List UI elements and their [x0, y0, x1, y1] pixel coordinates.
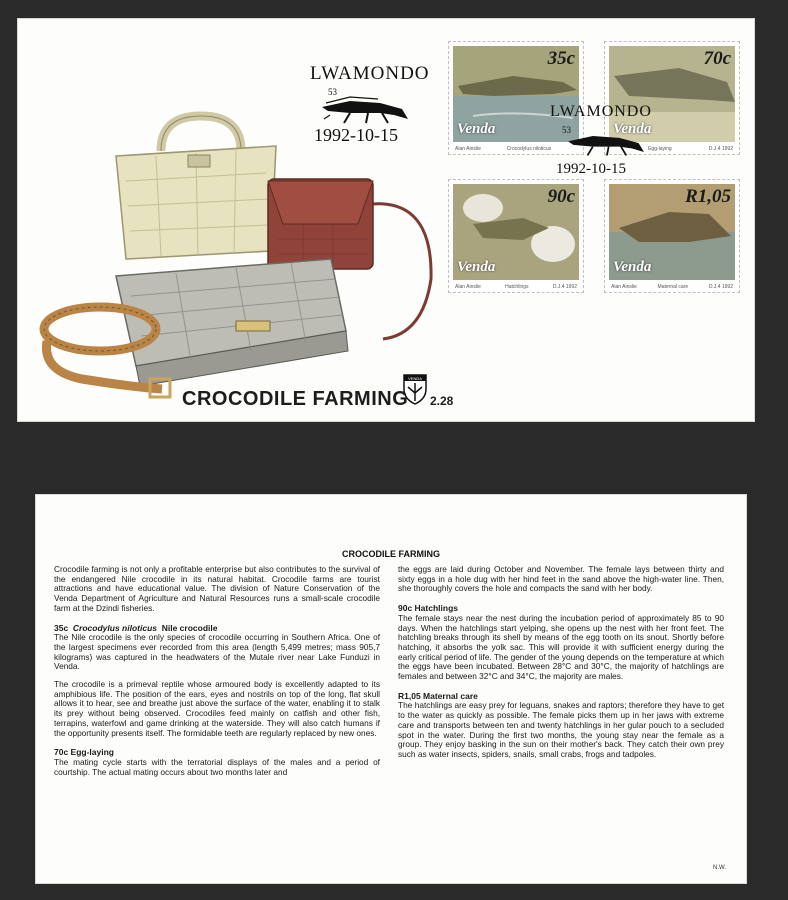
stamp-year: D.J.4 1992: [552, 284, 577, 290]
stamp-r105: [604, 179, 740, 293]
section-r105: [398, 692, 724, 760]
cover-title: CROCODILE FARMING: [182, 388, 409, 410]
intro-paragraph: Crocodile farming is not only a profitable enterprise but also contributes to the survival of the endangered Nile crocodile in its natural habitat. Crocodile farms are tourist attractions and have educational value. The division of Nature Conservation of the Venda Department of Agriculture and Natural Resources runs a small-scale crocodile farm at the Dzindi fisheries.: [54, 564, 380, 613]
stamp-artist: Alan Ainslie: [455, 146, 481, 152]
stamp-value: R1,05: [685, 186, 731, 207]
stamp-year: D.J.4 1992: [708, 284, 733, 290]
stamp-artist: Alan Ainslie: [455, 284, 481, 290]
stamp-country: Venda: [613, 121, 652, 137]
stamp-country: Venda: [457, 121, 496, 137]
section-heading: 90c Hatchlings: [398, 603, 458, 614]
heading-common-name: Nile crocodile: [161, 622, 218, 633]
postmark-number: 53: [562, 125, 571, 135]
stamp-caption: Hatchlings: [505, 284, 529, 290]
insert-title: CROCODILE FARMING: [342, 549, 440, 559]
cover-number: 2.28: [430, 394, 454, 408]
section-paragraph: The crocodile is a primeval reptile whose armoured body is excellently adapted to its amphibious life. The position of the ears, eyes and nostrils on top of the long, flat skull allows it to hear, see and breathe just above the surface of the water, enabling it to stalk its prey without being observed. Crocodiles feed mainly on catfish and other fish, terrapins, waterfowl and game drinking at the waterside. They will also catch humans if the opportunity presents itself. The formidable teeth are regularly replaced by new ones.: [54, 679, 380, 738]
heading-value: 35c: [54, 622, 69, 633]
postmark-on-stamps: [546, 103, 670, 183]
heading-latin: Crocodylus niloticus: [72, 622, 157, 633]
cream-handbag-illustration: [106, 111, 286, 261]
postmark: [302, 63, 430, 153]
postmark-town: LWAMONDO: [550, 103, 652, 120]
section-paragraph: The Nile crocodile is the only species of crocodile occurring in Southern Africa. One of the largest specimens ever recorded from this area (length 5,499 metres; mass 905,7 kilograms) was captured in the headwaters of the Mutale river near Lake Funduzi in Venda.: [54, 632, 380, 672]
stamp-year: D.J.4 1992: [708, 146, 733, 152]
stamp-country: Venda: [613, 259, 652, 275]
stamp-value: 90c: [547, 186, 575, 207]
crest-text: VENDA: [408, 376, 422, 381]
postmark-date: 1992-10-15: [314, 125, 398, 145]
stamp-caption: Crocodylus niloticus: [506, 146, 552, 152]
section-paragraph: The female stays near the nest during the incubation period of approximately 85 to 90 days. When the hatchlings start yelping, she opens up the nest with her front feet. The hatchling breaks through its shell by means of the egg tooth on its snout. Shortly before hatching, it absorbs the yolk sac. This will provide it with sufficient energy during the early critical period of life. The gender of the young depends on the temperature at which the eggs have been incubated. Between 28°C and 30°C, the majority of hatchlings are females and between 32°C and 34°C, the majority are males.: [398, 612, 724, 682]
left-column: [54, 565, 380, 785]
right-column: [398, 565, 724, 768]
stamp-country: Venda: [457, 259, 496, 275]
section-35c: [54, 624, 380, 739]
crocodile-postmark-icon: [560, 129, 652, 159]
first-day-cover: [18, 19, 754, 421]
stamp-value: 35c: [547, 48, 575, 69]
postmark-town: LWAMONDO: [310, 63, 430, 84]
section-heading: R1,05 Maternal care: [398, 690, 478, 701]
section-heading: 70c Egg-laying: [54, 747, 114, 758]
postmark-date: 1992-10-15: [556, 161, 626, 177]
stamp-caption: Maternal care: [657, 284, 689, 290]
section-paragraph: The hatchlings are easy prey for leguans, snakes and raptors; therefore they have to get to the water as quickly as possible. The female picks them up in her jaws with extreme care and transports between ten and twenty hatchlings in her gular pouch to a secluded spot in the water. During the first two months, the young stay near the female as a group. They enjoy basking in the sun on their mother's back. They catch their own prey such as water insects, spiders, snails, small crabs, frogs and tadpoles.: [398, 700, 724, 759]
section-90c: [398, 604, 724, 682]
stamp-caption: Egg-laying: [648, 146, 672, 152]
section-paragraph: the eggs are laid during October and November. The female lays between thirty and sixty eggs in a hole dug with her hind feet in the sand above the high-water line. Then, she thoroughly covers the hole and compacts the sand with her body.: [398, 564, 724, 594]
section-paragraph: The mating cycle starts with the terratorial displays of the males and a period of courtship. The actual mating occurs about two months later and: [54, 756, 380, 777]
postmark-number: 53: [328, 87, 337, 97]
section-70c: [54, 748, 380, 777]
crocodile-postmark-icon: [320, 93, 410, 127]
crocodile-belt-illustration: [32, 291, 182, 403]
author-initials: N.W.: [713, 865, 726, 871]
stamp-90c: [448, 179, 584, 293]
stamp-artist: Alan Ainslie: [611, 284, 637, 290]
stamp-value: 70c: [703, 48, 731, 69]
information-card: [36, 495, 746, 883]
